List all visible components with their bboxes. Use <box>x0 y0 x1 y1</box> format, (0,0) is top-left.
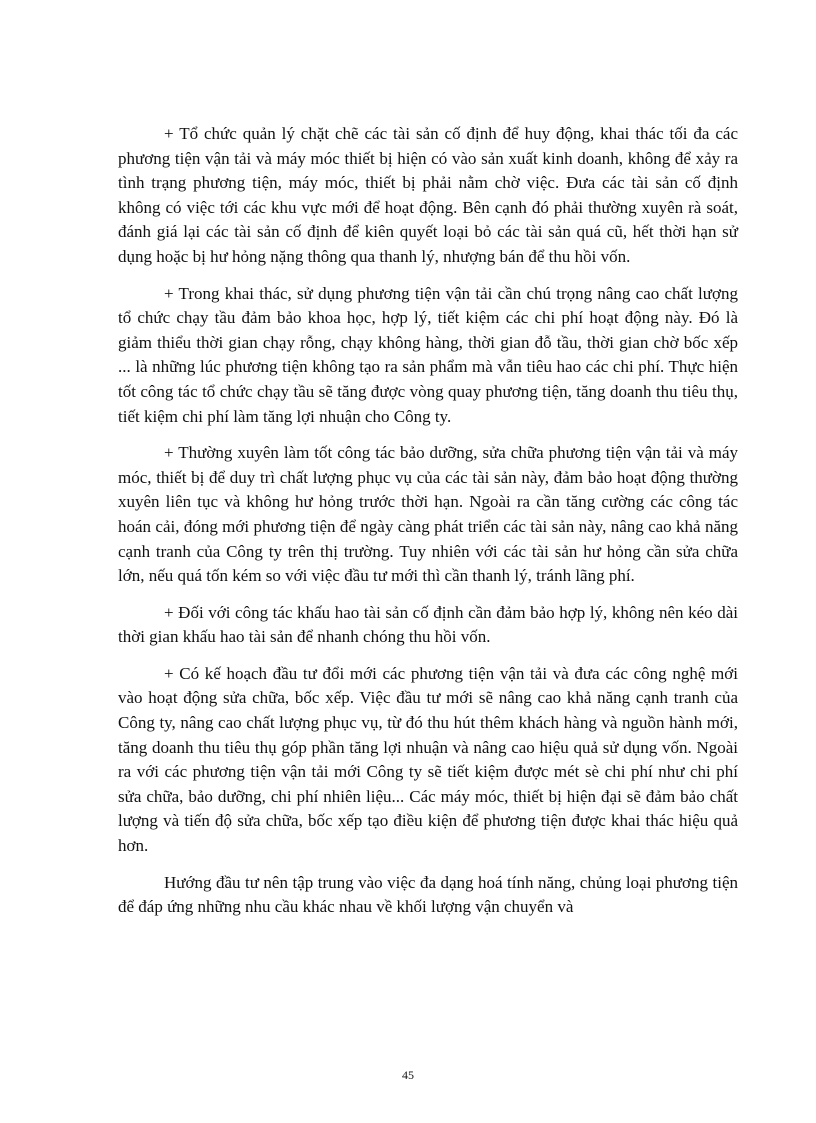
page-number: 45 <box>402 1068 414 1082</box>
paragraph-depreciation: + Đối với công tác khấu hao tài sản cố định cần đảm bảo hợp lý, không nên kéo dài thời gian khấu hao tài sản để nhanh chóng thu hồi vốn. <box>118 602 738 647</box>
paragraph-investment-plan: + Có kế hoạch đầu tư đổi mới các phương tiện vận tải và đưa các công nghệ mới vào hoạt động sửa chữa, bốc xếp. Việc đầu tư mới sẽ nâng cao khả năng cạnh tranh của Công ty, nâng cao chất lượng phục vụ, từ đó thu hút thêm khách hàng và nguồn hành mới, tăng doanh thu tiêu thụ góp phần tăng lợi nhuận và nâng cao hiệu quả sử dụng vốn. Ngoài ra với các phương tiện vận tải mới Công ty sẽ tiết kiệm được mét sè chi phí như chi phí sửa chữa, bảo dưỡng, chi phí nhiên liệu... Các máy móc, thiết bị hiện đại sẽ đảm bảo chất lượng và tiến độ sửa chữa, bốc xếp tạo điều kiện để phương tiện được khai thác hiệu quả hơn. <box>118 663 738 856</box>
paragraph-vehicle-operation: + Trong khai thác, sử dụng phương tiện vận tải cần chú trọng nâng cao chất lượng tổ chức chạy tầu đảm bảo khoa học, hợp lý, tiết kiệm các chi phí hoạt động này. Đó là giảm thiểu thời gian chạy rỗng, chạy không hàng, thời gian đỗ tầu, thời gian chờ bốc xếp ... là những lúc phương tiện không tạo ra sản phẩm mà vẫn tiêu hao các chi phí. Thực hiện tốt công tác tổ chức chạy tầu sẽ tăng được vòng quay phương tiện, tăng doanh thu tiêu thụ, tiết kiệm chi phí làm tăng lợi nhuận cho Công ty. <box>118 283 738 426</box>
paragraph-maintenance: + Thường xuyên làm tốt công tác bảo dưỡng, sửa chữa phương tiện vận tải và máy móc, thiết bị để duy trì chất lượng phục vụ của các tài sản này, đảm bảo hoạt động thường xuyên liên tục và không hư hỏng trước thời hạn. Ngoài ra cần tăng cường các công tác hoán cải, đóng mới phương tiện để ngày càng phát triển các tài sản này, nâng cao khả năng cạnh tranh của Công ty trên thị trường. Tuy nhiên với các tài sản hư hỏng cần sửa chữa lớn, nếu quá tốn kém so với việc đầu tư mới thì cần thanh lý, tránh lãng phí. <box>118 443 738 586</box>
paragraph-investment-direction: Hướng đầu tư nên tập trung vào việc đa dạng hoá tính năng, chủng loại phương tiện để đáp ứng những nhu cầu khác nhau về khối lượng vận chuyển và <box>118 872 738 917</box>
body-text <box>118 122 738 932</box>
paragraph-fixed-asset-management: + Tổ chức quản lý chặt chẽ các tài sản cố định để huy động, khai thác tối đa các phương tiện vận tải và máy móc thiết bị hiện có vào sản xuất kinh doanh, không để xảy ra tình trạng phương tiện, máy móc, thiết bị phải nằm chờ việc. Đưa các tài sản cố định không có việc tới các khu vực mới để hoạt động. Bên cạnh đó phải thường xuyên rà soát, đánh giá lại các tài sản cố định để kiên quyết loại bỏ các tài sản quá cũ, hết thời hạn sử dụng hoặc bị hư hỏng nặng thông qua thanh lý, nhượng bán để thu hồi vốn. <box>118 124 738 266</box>
